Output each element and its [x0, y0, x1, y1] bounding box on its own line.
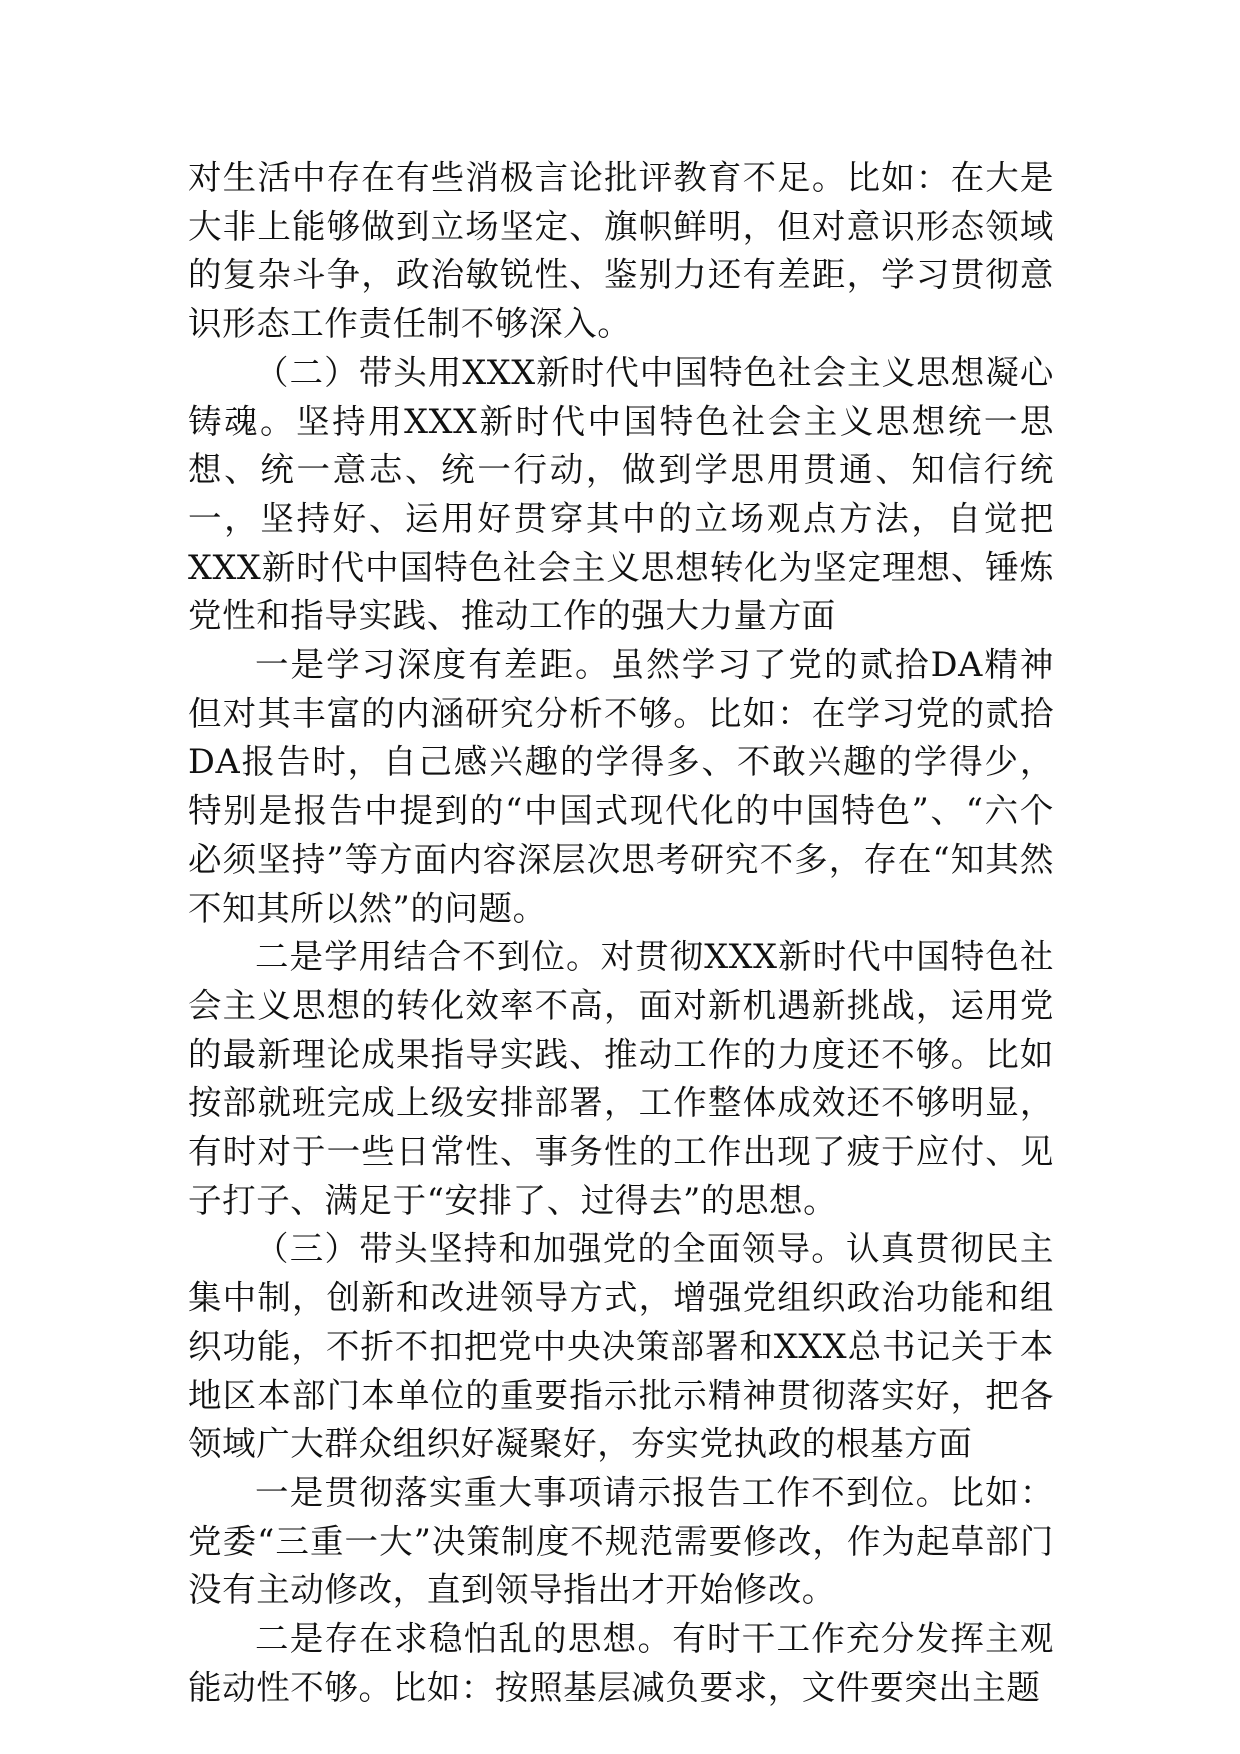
section-heading-2: （二）带头用XXX新时代中国特色社会主义思想凝心铸魂。坚持用XXX新时代中国特色社会主义思想统一思想、统一意志、统一行动，做到学思用贯通、知信行统一，坚持好、运用好贯穿其中的立场观点方法，自觉把XXX新时代中国特色社会主义思想转化为坚定理想、锤炼党性和指导实践、推动工作的强大力量方面 [188, 352, 1054, 636]
paragraph-7: 二是存在求稳怕乱的思想。有时干工作充分发挥主观能动性不够。比如：按照基层减负要求，文件要突出主题 [188, 1619, 1054, 1707]
paragraph-3: 一是学习深度有差距。虽然学习了党的贰拾DA精神但对其丰富的内涵研究分析不够。比如：在学习党的贰拾DA报告时，自己感兴趣的学得多、不敢兴趣的学得少，特别是报告中提到的“中国式现代化的中国特色”、“六个必须坚持”等方面内容深层次思考研究不多，存在“知其然不知其所以然”的问题。 [188, 645, 1054, 928]
paragraph-4: 二是学用结合不到位。对贯彻XXX新时代中国特色社会主义思想的转化效率不高，面对新机遇新挑战，运用党的最新理论成果指导实践、推动工作的力度还不够。比如按部就班完成上级安排部署，工作整体成效还不够明显，有时对于一些日常性、事务性的工作出现了疲于应付、见子打子、满足于“安排了、过得去”的思想。 [188, 937, 1054, 1220]
document-page [188, 154, 1054, 1713]
paragraph-6: 一是贯彻落实重大事项请示报告工作不到位。比如：党委“三重一大”决策制度不规范需要修改，作为起草部门没有主动修改，直到领导指出才开始修改。 [188, 1472, 1054, 1610]
section-heading-3: （三）带头坚持和加强党的全面领导。认真贯彻民主集中制，创新和改进领导方式，增强党组织政治功能和组织功能，不折不扣把党中央决策部署和XXX总书记关于本地区本部门本单位的重要指示批示精神贯彻落实好，把各领域广大群众组织好凝聚好，夯实党执政的根基方面 [188, 1229, 1054, 1464]
paragraph-1: 对生活中存在有些消极言论批评教育不足。比如：在大是大非上能够做到立场坚定、旗帜鲜明，但对意识形态领域的复杂斗争，政治敏锐性、鉴别力还有差距，学习贯彻意识形态工作责任制不够深入。 [188, 158, 1054, 344]
